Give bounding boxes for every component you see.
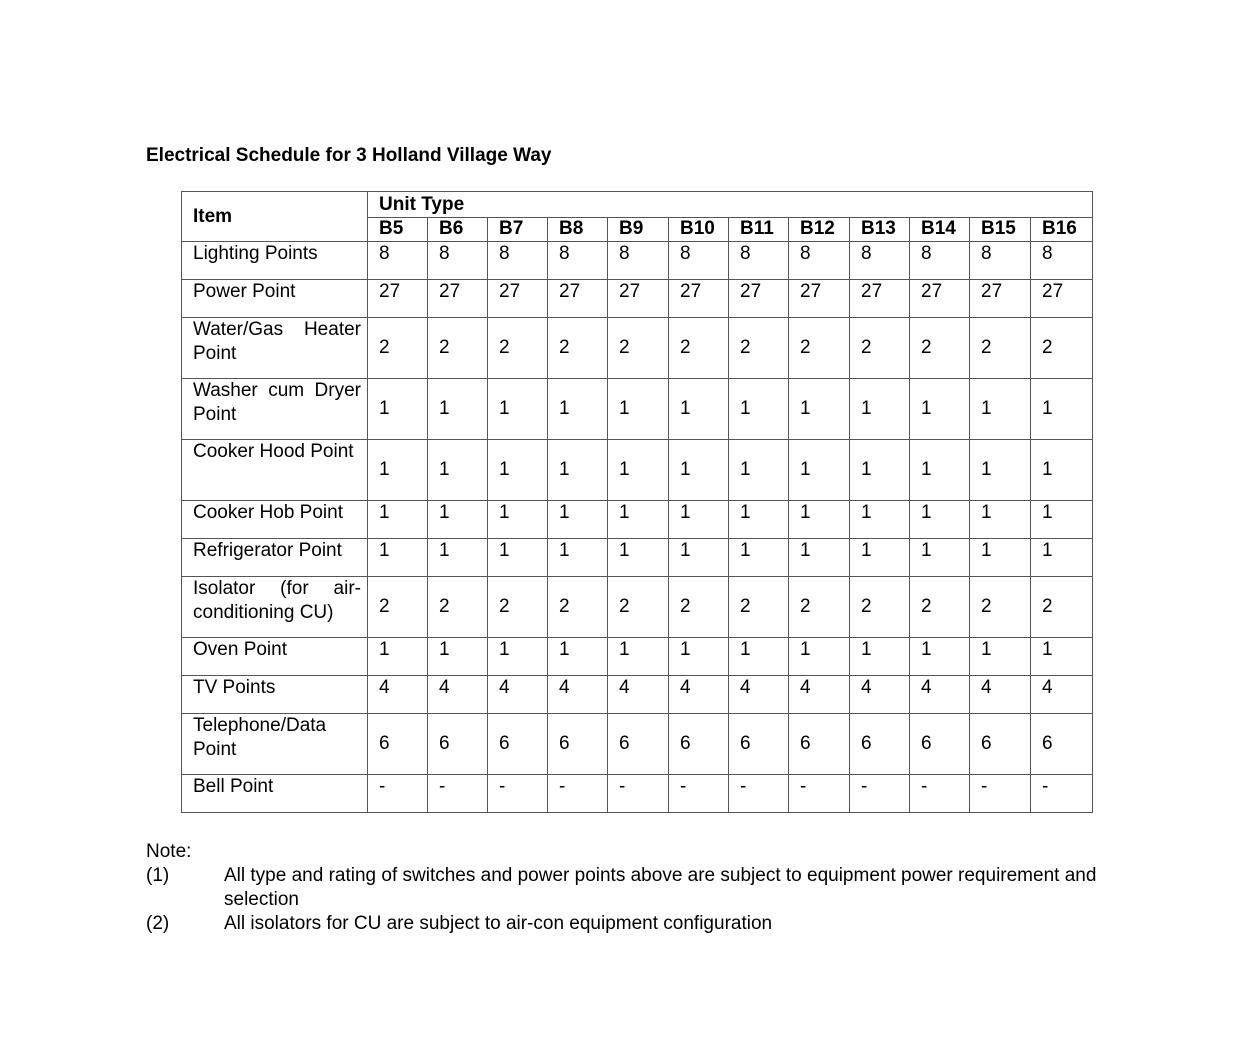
value-cell: 8 (850, 242, 910, 280)
value-cell: 1 (488, 379, 548, 440)
note-text: All isolators for CU are subject to air-con equipment configuration (224, 913, 773, 934)
table-row (182, 280, 1093, 318)
value-cell: 2 (970, 577, 1031, 638)
electrical-schedule-table (181, 191, 1093, 813)
value-cell: 4 (488, 676, 548, 714)
value-cell: 1 (368, 379, 428, 440)
value-cell: 2 (910, 318, 970, 379)
value-cell: 6 (970, 714, 1031, 775)
value-cell: 4 (789, 676, 850, 714)
value-cell: 8 (428, 242, 488, 280)
document-title: Electrical Schedule for 3 Holland Village Way (146, 145, 552, 166)
value-cell: 6 (729, 714, 789, 775)
value-cell: 1 (970, 379, 1031, 440)
value-cell: 1 (669, 379, 729, 440)
value-cell: - (488, 775, 548, 813)
item-cell: Refrigerator Point (182, 539, 368, 577)
value-cell: 1 (970, 638, 1031, 676)
item-column-header: Item (182, 192, 368, 242)
value-cell: 1 (789, 501, 850, 539)
value-cell: 1 (850, 379, 910, 440)
item-cell: TV Points (182, 676, 368, 714)
value-cell: 1 (548, 638, 608, 676)
value-cell: 1 (608, 440, 669, 501)
value-cell: 1 (910, 501, 970, 539)
value-cell: 2 (850, 318, 910, 379)
value-cell: 1 (850, 539, 910, 577)
value-cell: 27 (789, 280, 850, 318)
value-cell: 6 (669, 714, 729, 775)
value-cell: 1 (970, 440, 1031, 501)
value-cell: 1 (669, 440, 729, 501)
value-cell: 4 (428, 676, 488, 714)
value-cell: 27 (910, 280, 970, 318)
value-cell: 1 (729, 379, 789, 440)
value-cell: 1 (428, 539, 488, 577)
value-cell: 1 (729, 440, 789, 501)
value-cell: - (1031, 775, 1093, 813)
value-cell: 1 (548, 501, 608, 539)
table-row (182, 501, 1093, 539)
value-cell: 1 (548, 440, 608, 501)
value-cell: 1 (850, 440, 910, 501)
value-cell: 4 (910, 676, 970, 714)
value-cell: 2 (789, 318, 850, 379)
item-cell: Oven Point (182, 638, 368, 676)
table-row (182, 242, 1093, 280)
value-cell: 1 (428, 501, 488, 539)
value-cell: 27 (970, 280, 1031, 318)
value-cell: 8 (970, 242, 1031, 280)
value-cell: 1 (1031, 501, 1093, 539)
value-cell: - (608, 775, 669, 813)
value-cell: 1 (729, 539, 789, 577)
table-body (182, 242, 1093, 813)
value-cell: 1 (910, 638, 970, 676)
value-cell: 27 (729, 280, 789, 318)
table-row (182, 775, 1093, 813)
unit-type-code: B16 (1031, 218, 1093, 242)
value-cell: 2 (488, 577, 548, 638)
value-cell: 4 (970, 676, 1031, 714)
unit-type-header: Unit Type (368, 192, 1093, 218)
unit-type-code: B7 (488, 218, 548, 242)
value-cell: 1 (669, 501, 729, 539)
table-row (182, 714, 1093, 775)
table-header (182, 192, 1093, 242)
unit-type-code: B10 (669, 218, 729, 242)
value-cell: 1 (789, 638, 850, 676)
value-cell: - (548, 775, 608, 813)
value-cell: 6 (608, 714, 669, 775)
item-cell: Washer cum Dryer Point (182, 379, 368, 440)
value-cell: 1 (910, 379, 970, 440)
value-cell: 1 (1031, 638, 1093, 676)
value-cell: - (789, 775, 850, 813)
value-cell: 6 (910, 714, 970, 775)
unit-type-code: B15 (970, 218, 1031, 242)
value-cell: 1 (1031, 379, 1093, 440)
value-cell: 1 (368, 638, 428, 676)
value-cell: 1 (729, 501, 789, 539)
item-cell: Lighting Points (182, 242, 368, 280)
notes-heading: Note: (146, 841, 192, 862)
unit-type-code: B6 (428, 218, 488, 242)
value-cell: 6 (488, 714, 548, 775)
value-cell: - (368, 775, 428, 813)
value-cell: 2 (368, 577, 428, 638)
value-cell: 8 (729, 242, 789, 280)
value-cell: 27 (1031, 280, 1093, 318)
value-cell: 1 (729, 638, 789, 676)
note-number: (1) (146, 865, 170, 886)
value-cell: 8 (789, 242, 850, 280)
value-cell: - (669, 775, 729, 813)
value-cell: 2 (1031, 318, 1093, 379)
value-cell: 4 (1031, 676, 1093, 714)
unit-type-code: B11 (729, 218, 789, 242)
value-cell: - (850, 775, 910, 813)
value-cell: 27 (368, 280, 428, 318)
value-cell: 6 (789, 714, 850, 775)
value-cell: - (970, 775, 1031, 813)
unit-type-code: B8 (548, 218, 608, 242)
unit-type-code: B13 (850, 218, 910, 242)
value-cell: 6 (548, 714, 608, 775)
value-cell: 8 (368, 242, 428, 280)
unit-type-code: B9 (608, 218, 669, 242)
value-cell: 1 (1031, 539, 1093, 577)
item-cell: Isolator (for air-conditioning CU) (182, 577, 368, 638)
value-cell: 2 (669, 318, 729, 379)
value-cell: 2 (729, 318, 789, 379)
unit-type-code: B5 (368, 218, 428, 242)
value-cell: 1 (368, 539, 428, 577)
value-cell: 2 (1031, 577, 1093, 638)
unit-type-code: B14 (910, 218, 970, 242)
value-cell: 1 (368, 440, 428, 501)
value-cell: 6 (368, 714, 428, 775)
value-cell: 1 (970, 501, 1031, 539)
value-cell: 2 (428, 318, 488, 379)
value-cell: 4 (850, 676, 910, 714)
value-cell: 2 (789, 577, 850, 638)
value-cell: 1 (428, 379, 488, 440)
value-cell: 1 (428, 638, 488, 676)
value-cell: 1 (789, 539, 850, 577)
value-cell: 1 (488, 440, 548, 501)
value-cell: 4 (548, 676, 608, 714)
table-row (182, 318, 1093, 379)
value-cell: 2 (428, 577, 488, 638)
value-cell: 1 (548, 539, 608, 577)
value-cell: 8 (608, 242, 669, 280)
value-cell: 1 (1031, 440, 1093, 501)
value-cell: 2 (850, 577, 910, 638)
item-cell: Power Point (182, 280, 368, 318)
value-cell: 2 (368, 318, 428, 379)
value-cell: 1 (789, 379, 850, 440)
value-cell: 1 (669, 539, 729, 577)
value-cell: 1 (368, 501, 428, 539)
value-cell: 1 (608, 501, 669, 539)
value-cell: 4 (669, 676, 729, 714)
value-cell: 1 (910, 440, 970, 501)
value-cell: - (428, 775, 488, 813)
value-cell: 2 (548, 318, 608, 379)
note-item (146, 864, 1106, 912)
note-number: (2) (146, 913, 170, 934)
value-cell: 27 (850, 280, 910, 318)
value-cell: 8 (548, 242, 608, 280)
value-cell: 1 (608, 539, 669, 577)
value-cell: 1 (850, 638, 910, 676)
value-cell: 1 (428, 440, 488, 501)
value-cell: 1 (488, 638, 548, 676)
value-cell: 1 (608, 638, 669, 676)
value-cell: 27 (488, 280, 548, 318)
value-cell: 1 (789, 440, 850, 501)
value-cell: 1 (970, 539, 1031, 577)
item-cell: Cooker Hood Point (182, 440, 368, 501)
value-cell: 2 (488, 318, 548, 379)
value-cell: 4 (608, 676, 669, 714)
value-cell: - (729, 775, 789, 813)
table-row (182, 638, 1093, 676)
value-cell: 2 (608, 318, 669, 379)
value-cell: 1 (669, 638, 729, 676)
note-text: All type and rating of switches and power points above are subject to equipment power requirement and selection (224, 865, 1097, 910)
value-cell: 8 (1031, 242, 1093, 280)
item-cell: Telephone/Data Point (182, 714, 368, 775)
value-cell: 2 (729, 577, 789, 638)
value-cell: 27 (548, 280, 608, 318)
note-item (146, 912, 1106, 936)
item-cell: Water/Gas Heater Point (182, 318, 368, 379)
value-cell: 2 (970, 318, 1031, 379)
value-cell: 1 (488, 501, 548, 539)
value-cell: 1 (608, 379, 669, 440)
table-row (182, 379, 1093, 440)
value-cell: 6 (850, 714, 910, 775)
value-cell: 6 (1031, 714, 1093, 775)
value-cell: 2 (548, 577, 608, 638)
unit-type-code: B12 (789, 218, 850, 242)
value-cell: 2 (910, 577, 970, 638)
table-row (182, 440, 1093, 501)
value-cell: 4 (729, 676, 789, 714)
value-cell: 1 (850, 501, 910, 539)
value-cell: 27 (428, 280, 488, 318)
value-cell: 27 (608, 280, 669, 318)
value-cell: 2 (608, 577, 669, 638)
table-row (182, 676, 1093, 714)
value-cell: 8 (669, 242, 729, 280)
value-cell: 1 (548, 379, 608, 440)
value-cell: 1 (488, 539, 548, 577)
value-cell: 27 (669, 280, 729, 318)
table-row (182, 539, 1093, 577)
value-cell: 4 (368, 676, 428, 714)
table-row (182, 577, 1093, 638)
value-cell: 1 (910, 539, 970, 577)
value-cell: 8 (910, 242, 970, 280)
notes-section (146, 840, 1106, 936)
value-cell: - (910, 775, 970, 813)
item-cell: Bell Point (182, 775, 368, 813)
value-cell: 8 (488, 242, 548, 280)
item-cell: Cooker Hob Point (182, 501, 368, 539)
value-cell: 6 (428, 714, 488, 775)
value-cell: 2 (669, 577, 729, 638)
